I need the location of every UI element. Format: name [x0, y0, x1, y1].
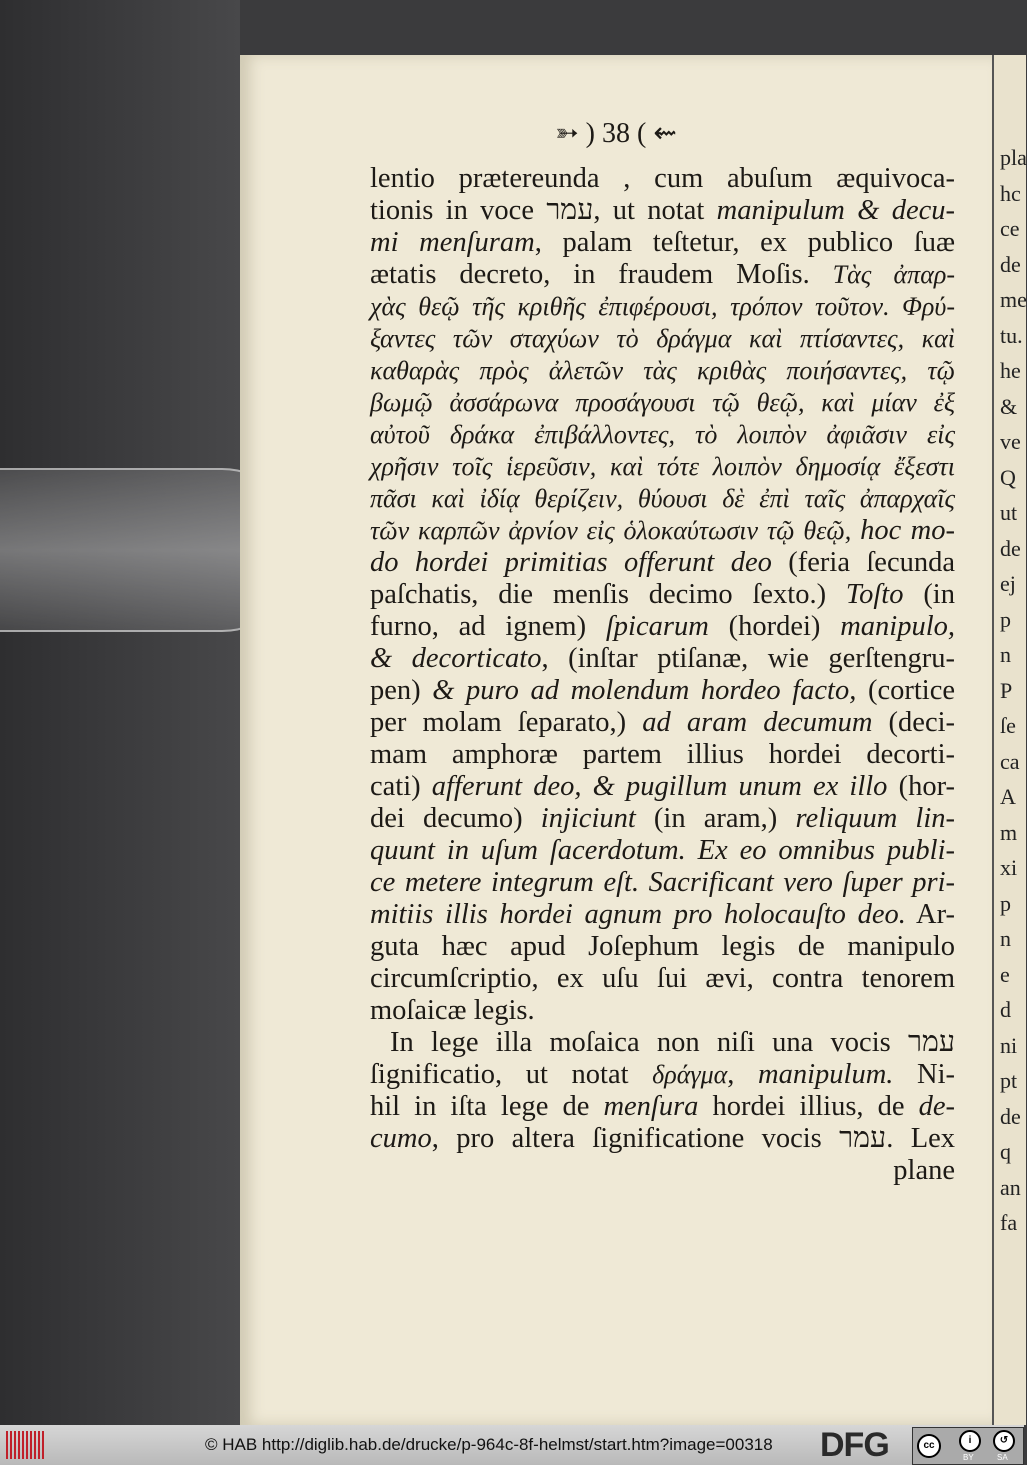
adjacent-page-fragment: ce [1000, 216, 1020, 241]
greek-text: δράγμα [652, 1060, 728, 1089]
viewer-background [0, 0, 240, 1425]
text-segment: (hordei) [708, 611, 841, 642]
italic-text: ſpicarum [605, 611, 709, 642]
adjacent-page-fragment: A [1000, 784, 1016, 809]
adjacent-page-fragment: & [1000, 393, 1018, 419]
text-segment: pen) [370, 675, 433, 706]
text-segment: cati) [370, 771, 432, 802]
text-line [370, 291, 955, 323]
text-line [370, 1091, 955, 1123]
text-segment: hordei illius, de [698, 1091, 919, 1122]
text-segment: , (inſtar ptiſanæ, wie gerſtengru- [541, 643, 956, 674]
text-segment: ætatis decreto, in fraudem Moſis. [370, 259, 833, 290]
text-segment: , pro altera ſignificatione vocis עמר. Lex [431, 1123, 956, 1154]
italic-text: do hordei primitias offerunt deo [370, 547, 772, 578]
adjacent-page-fragment: de [1000, 1103, 1021, 1129]
cc-icon: cc [917, 1434, 941, 1458]
italic-text: manipulum & decu- [716, 195, 955, 226]
text-segment: per molam ſeparato,) [370, 707, 643, 738]
text-segment: (in aram,) [635, 803, 796, 834]
text-line [370, 323, 955, 355]
adjacent-page-fragment: ve [1000, 429, 1021, 454]
italic-text: mi menſuram [370, 227, 535, 258]
italic-text: reliquum lin- [795, 803, 955, 834]
greek-text: βωμῷ ἀσσάρωνα προσάγουσι τῷ θεῷ, καὶ μίαν ἐξ [370, 388, 955, 417]
italic-text: ce metere integrum eſt. Sacrificant vero ſuper pri- [370, 867, 955, 898]
text-line [370, 259, 955, 291]
by-icon: i [959, 1430, 981, 1452]
adjacent-page-fragment: fa [1000, 1210, 1018, 1235]
text-line [370, 1027, 955, 1059]
italic-text: & decorticato [370, 643, 542, 674]
dfg-logo: DFG [820, 1426, 889, 1464]
greek-text: χὰς θεῷ τῆς κριθῆς ἐπιφέρουσι, τρόπον τοῦτον. Φρύ- [370, 292, 955, 321]
text-segment: (cortice [856, 675, 955, 706]
text-line [370, 195, 955, 227]
page-header-number: ➳ ) 38 ( ⇜ [555, 118, 677, 149]
italic-text: & puro ad molendum hordeo facto, [432, 675, 857, 706]
text-line [370, 707, 955, 739]
italic-text: ad aram decumum [642, 707, 873, 738]
text-segment: (in [903, 579, 955, 610]
italic-text: afferunt deo, & pugillum unum ex illo [431, 771, 888, 802]
text-line [370, 387, 955, 419]
text-line [370, 515, 955, 547]
italic-text: de- [918, 1091, 955, 1122]
text-line [370, 835, 955, 867]
text-line [370, 227, 955, 259]
text-segment: , [727, 1059, 759, 1090]
cc-license-badge[interactable] [912, 1427, 1024, 1465]
italic-text: manipulum. [758, 1059, 894, 1090]
text-segment: ſignificatio, ut notat [370, 1059, 653, 1090]
adjacent-page-fragment: tu. [1000, 322, 1023, 348]
italic-text: injiciunt [540, 803, 636, 834]
text-segment: paſchatis, die menſis decimo ſexto.) [370, 579, 846, 610]
text-segment: (hor- [887, 771, 955, 802]
text-line [370, 355, 955, 387]
text-line [370, 963, 955, 995]
sa-label: SA [997, 1453, 1008, 1462]
text-segment: Ni- [893, 1059, 955, 1090]
adjacent-page-edge [992, 55, 1026, 1425]
adjacent-page-fragment: p [1000, 890, 1011, 916]
text-segment: , palam teſtetur, ex publico ſuæ [534, 227, 955, 258]
text-line [370, 995, 955, 1027]
text-line [370, 771, 955, 803]
footer-bar [0, 1425, 1024, 1465]
adjacent-page-fragment: ni [1000, 1032, 1018, 1058]
adjacent-page-fragment: n [1000, 926, 1011, 951]
text-segment: furno, ad ignem) [370, 611, 606, 642]
text-line [370, 547, 955, 579]
italic-text: quunt in uſum ſacerdotum. Ex eo omnibus publi- [370, 835, 955, 866]
adjacent-page-fragment: q [1000, 1139, 1011, 1164]
text-line [370, 579, 955, 611]
adjacent-page-fragment: pt [1000, 1068, 1018, 1093]
text-segment: mam amphoræ partem illius hordei decorti- [370, 739, 955, 770]
adjacent-page-fragment: pla [1000, 145, 1027, 170]
adjacent-page-fragment: p [1000, 606, 1011, 632]
adjacent-page-fragment: d [1000, 997, 1011, 1022]
greek-text: αὐτοῦ δράκα ἐπιβάλλοντες, τὸ λοιπὸν ἀφιᾶσιν εἰς [370, 420, 955, 449]
text-segment: Ar- [905, 899, 955, 930]
text-segment: moſaicæ legis. [370, 995, 535, 1026]
adjacent-page-fragment: Q [1000, 464, 1016, 490]
adjacent-page-fragment: ca [1000, 748, 1020, 774]
text-line [370, 803, 955, 835]
text-line [370, 163, 955, 195]
italic-text: manipulo, [840, 611, 955, 642]
book-page [240, 55, 992, 1425]
adjacent-page-fragment: hc [1000, 180, 1021, 206]
adjacent-page-fragment: ut [1000, 500, 1018, 525]
greek-text: ξαντες τῶν σταχύων τὸ δράγμα καὶ πτίσαντες, καὶ [370, 324, 955, 353]
text-line [370, 739, 955, 771]
adjacent-page-fragment: de [1000, 251, 1021, 277]
text-line [370, 1155, 955, 1187]
text-line [370, 611, 955, 643]
adjacent-page-fragment: P [1000, 677, 1013, 703]
adjacent-page-fragment: ſe [1000, 713, 1016, 738]
text-line [370, 643, 955, 675]
greek-text: Τὰς ἀπαρ- [832, 260, 955, 289]
text-segment: In lege illa moſaica non niſi una vocis עמר [390, 1027, 955, 1058]
greek-text: πᾶσι καὶ ἰδίᾳ θερίζειν, θύουσι δὲ ἐπὶ ταῖς ἀπαρχαῖς [370, 484, 955, 513]
text-line [370, 675, 955, 707]
text-segment: circumſcriptio, ex uſu ſui ævi, contra tenorem [370, 963, 955, 994]
adjacent-page-fragment: ej [1000, 571, 1016, 596]
text-line [370, 899, 955, 931]
text-segment: (feria ſecunda [771, 547, 955, 578]
by-label: BY [963, 1453, 974, 1462]
text-line [370, 867, 955, 899]
hab-logo-icon [6, 1431, 46, 1459]
text-line [370, 1123, 955, 1155]
adjacent-page-fragment: m [1000, 819, 1018, 845]
text-line [370, 1059, 955, 1091]
greek-text: τῶν καρπῶν ἀρνίον εἰς ὁλοκαύτωσιν τῷ θεῷ, [370, 516, 861, 545]
sa-icon: ↺ [993, 1430, 1015, 1452]
text-segment: guta hæc apud Joſephum legis de manipulo [370, 931, 955, 962]
adjacent-page-fragment: me [1000, 287, 1027, 312]
adjacent-page-fragment: e [1000, 961, 1010, 987]
text-segment: dei decumo) [370, 803, 541, 834]
text-segment: hil in iſta lege de [370, 1091, 604, 1122]
adjacent-page-fragment: he [1000, 358, 1021, 383]
adjacent-page-fragment: xi [1000, 855, 1018, 880]
italic-text: hoc mo- [860, 515, 955, 546]
italic-text: mitiis illis hordei agnum pro holocauſto deo. [370, 899, 906, 930]
greek-text: χρῆσιν τοῖς ἱερεῦσιν, καὶ τότε λοιπὸν δημοσίᾳ ἔξεστι [370, 452, 955, 481]
adjacent-page-fragment: de [1000, 535, 1021, 561]
text-segment: plane [893, 1155, 955, 1186]
text-segment: tionis in voce עמר, ut notat [370, 195, 717, 226]
text-line [370, 483, 955, 515]
italic-text: cumo [370, 1123, 432, 1154]
text-segment: lentio prætereunda , cum abuſum æquivoca- [370, 163, 955, 194]
text-line [370, 931, 955, 963]
text-segment: (deci- [872, 707, 956, 738]
copyright-link[interactable]: © HAB http://diglib.hab.de/drucke/p-964c-8f-helmst/start.htm?image=00318 [205, 1435, 773, 1454]
italic-text: menſura [603, 1091, 699, 1122]
text-line [370, 451, 955, 483]
greek-text: καθαρὰς πρὸς ἀλετῶν τὰς κριθὰς ποιήσαντες, τῷ [370, 356, 955, 385]
text-line [370, 419, 955, 451]
italic-text: Toſto [845, 579, 904, 610]
adjacent-page-fragment: n [1000, 642, 1011, 667]
adjacent-page-fragment: an [1000, 1174, 1021, 1200]
